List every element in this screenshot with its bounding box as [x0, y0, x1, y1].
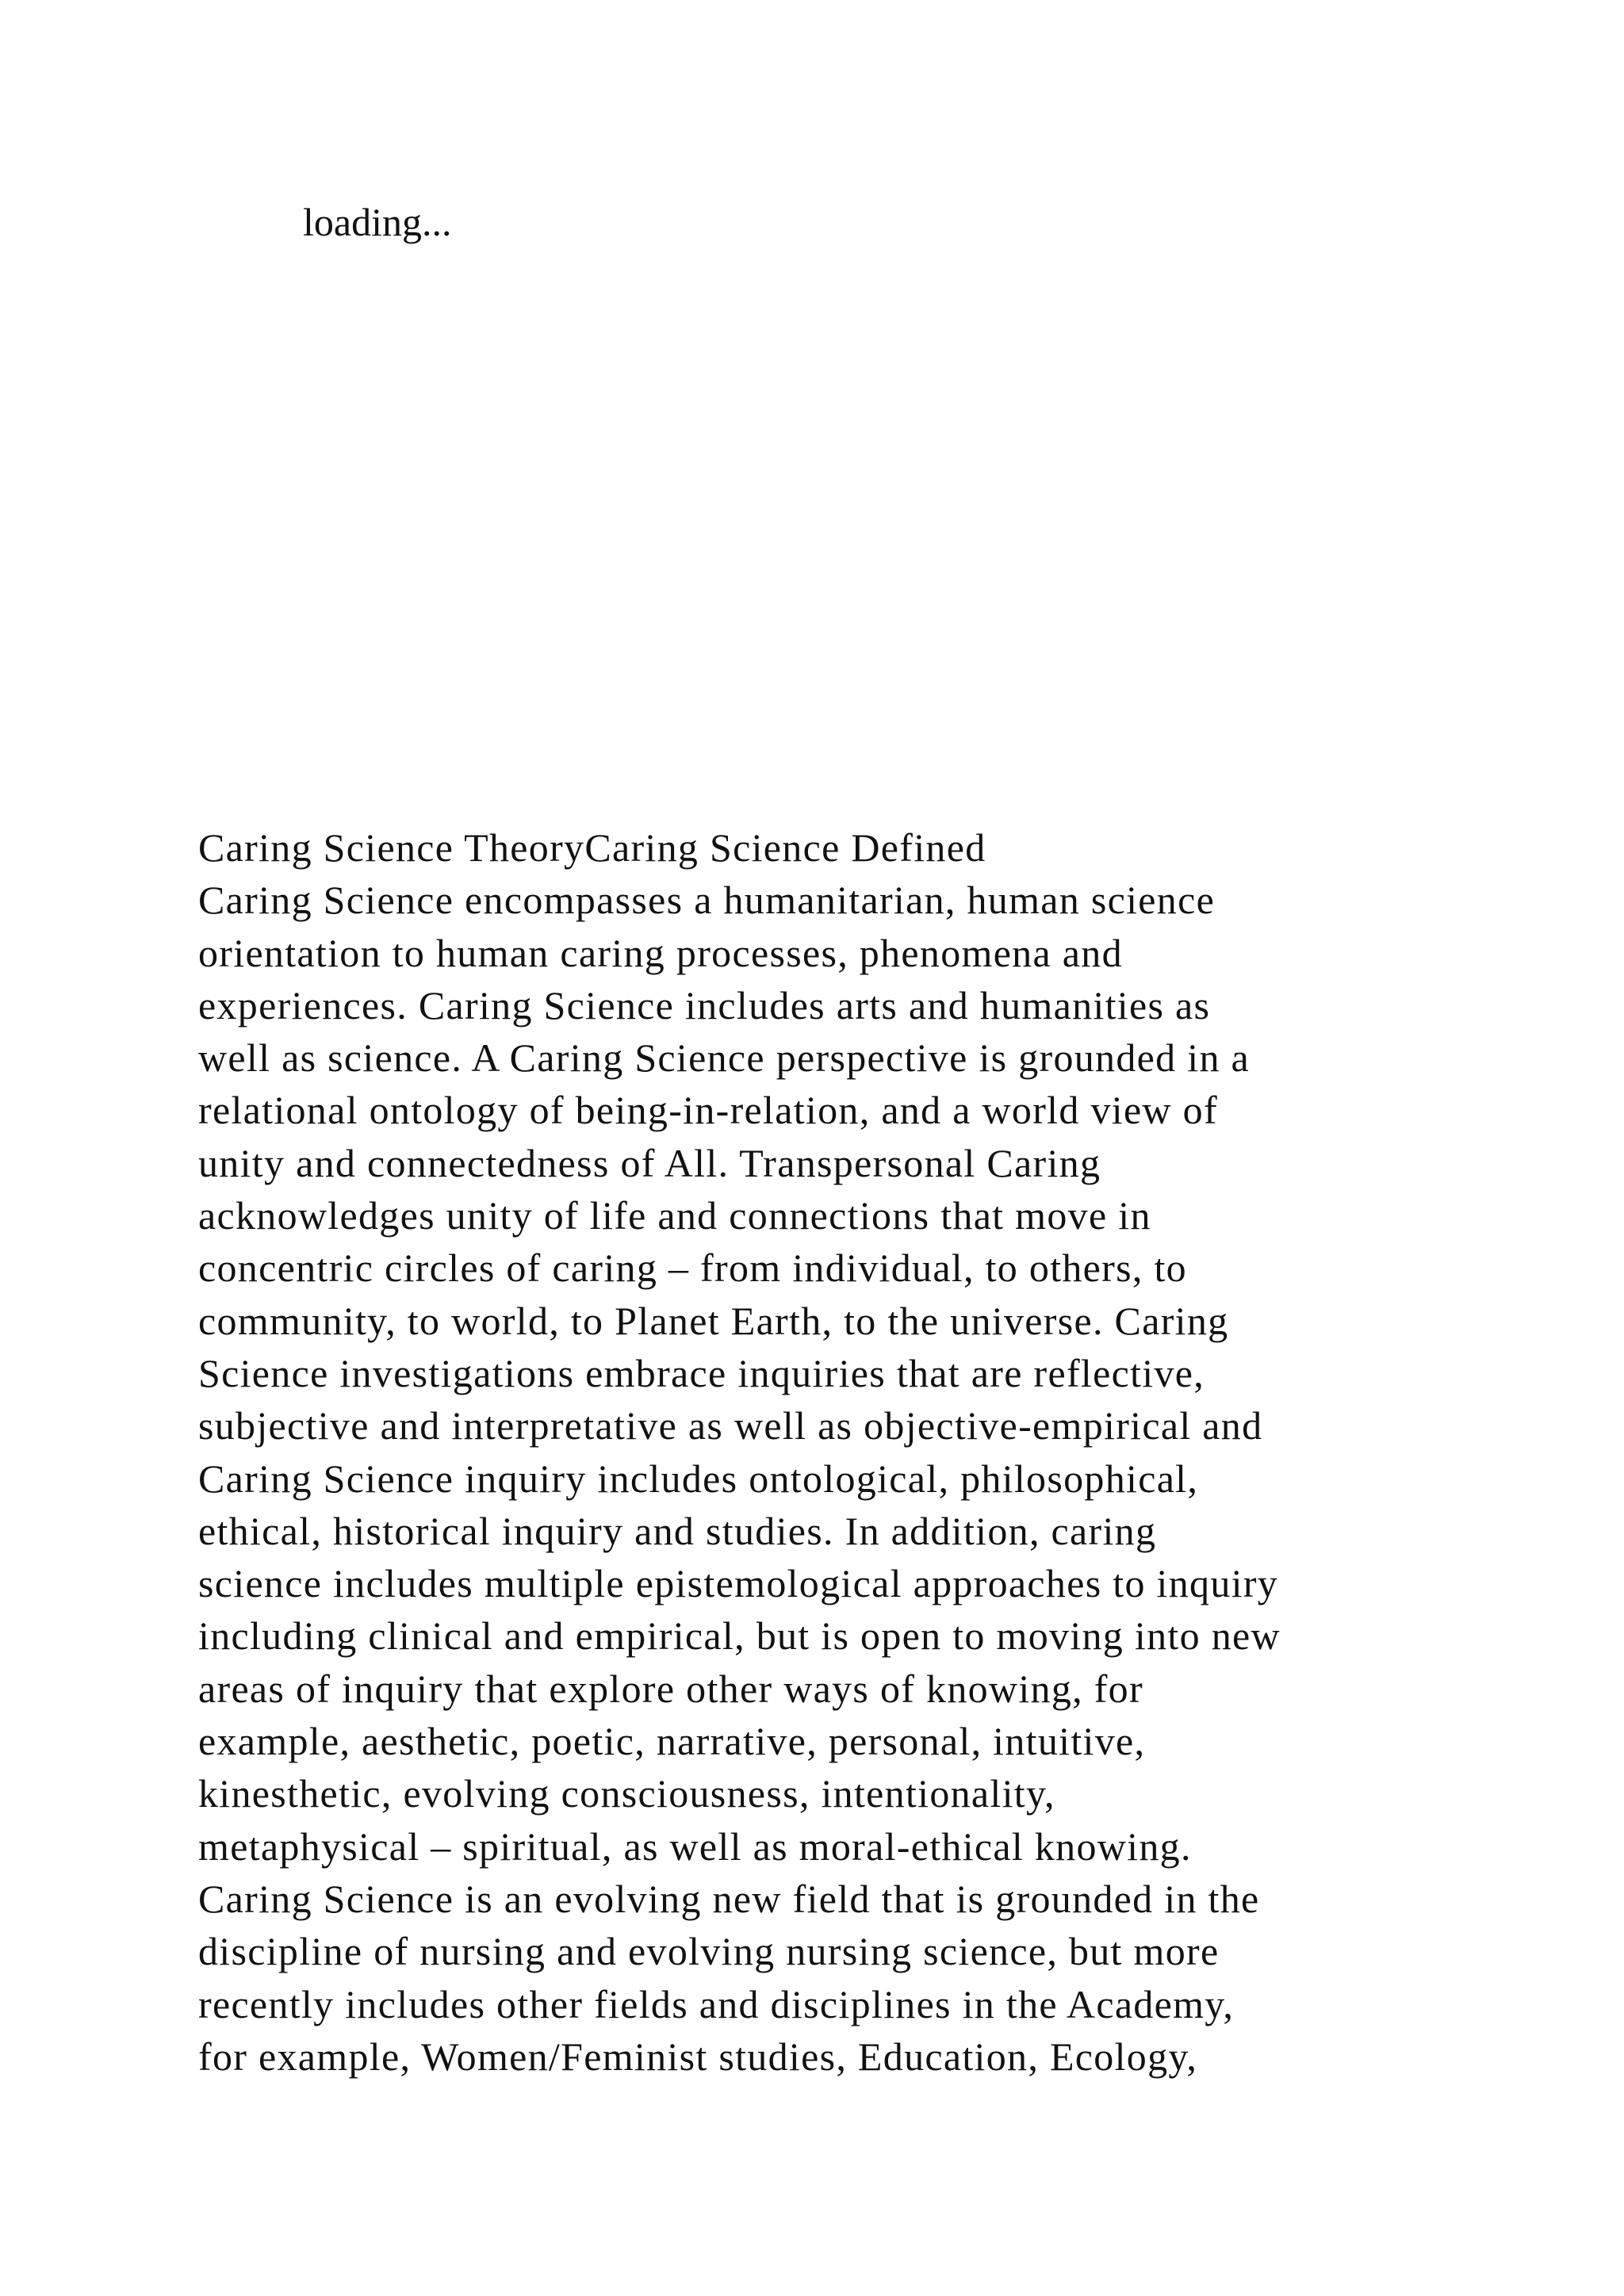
body-line: including clinical and empirical, but is open to moving into new — [198, 1613, 1281, 1659]
body-line: Caring Science encompasses a humanitarian, human science — [198, 878, 1216, 923]
document-body — [198, 821, 1499, 2083]
body-line: kinesthetic, evolving consciousness, intentionality, — [198, 1771, 1055, 1816]
body-line: for example, Women/Feminist studies, Education, Ecology, — [198, 2034, 1198, 2079]
body-line: unity and connectedness of All. Transpersonal Caring — [198, 1140, 1101, 1185]
body-line: recently includes other fields and disciplines in the Academy, — [198, 1981, 1235, 2026]
body-line: subjective and interpretative as well as objective-empirical and — [198, 1403, 1263, 1448]
document-heading-line: Caring Science TheoryCaring Science Defined — [198, 825, 986, 870]
body-line: example, aesthetic, poetic, narrative, personal, intuitive, — [198, 1719, 1146, 1764]
body-line: orientation to human caring processes, phenomena and — [198, 930, 1123, 975]
body-line: concentric circles of caring – from individual, to others, to — [198, 1246, 1187, 1291]
body-line: acknowledges unity of life and connections that move in — [198, 1193, 1151, 1238]
body-line: ethical, historical inquiry and studies. In addition, caring — [198, 1508, 1157, 1553]
body-line: discipline of nursing and evolving nursing science, but more — [198, 1929, 1220, 1974]
body-line: Caring Science inquiry includes ontological, philosophical, — [198, 1456, 1199, 1501]
loading-text: loading... — [303, 200, 452, 244]
body-line: Caring Science is an evolving new field that is grounded in the — [198, 1876, 1260, 1921]
body-line: metaphysical – spiritual, as well as moral-ethical knowing. — [198, 1823, 1192, 1869]
body-line: science includes multiple epistemological approaches to inquiry — [198, 1561, 1279, 1606]
body-line: well as science. A Caring Science perspective is grounded in a — [198, 1035, 1251, 1081]
body-line: community, to world, to Planet Earth, to the universe. Caring — [198, 1298, 1229, 1343]
body-line: Science investigations embrace inquiries that are reflective, — [198, 1350, 1205, 1395]
body-line: experiences. Caring Science includes arts and humanities as — [198, 982, 1211, 1027]
body-line: relational ontology of being-in-relation, and a world view of — [198, 1088, 1218, 1133]
body-line: areas of inquiry that explore other ways of knowing, for — [198, 1666, 1143, 1711]
